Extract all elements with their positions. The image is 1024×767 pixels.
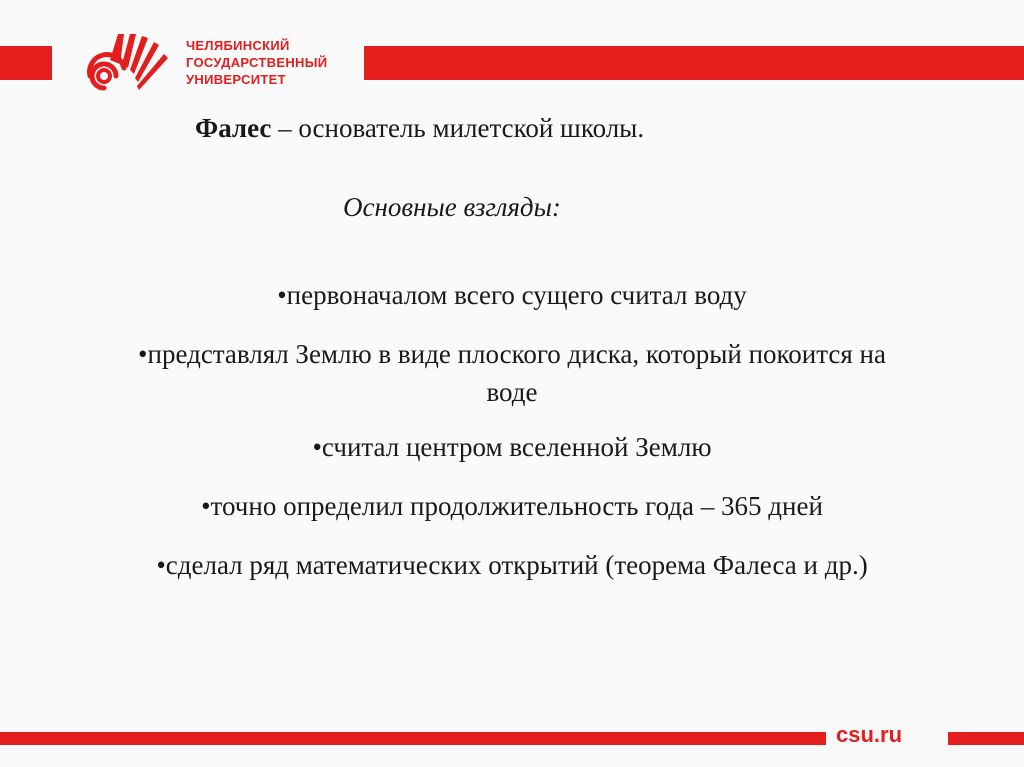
university-name <box>186 37 327 88</box>
header-bar-left <box>0 46 52 80</box>
footer-bar-right <box>948 732 1024 745</box>
slide-title <box>195 113 644 144</box>
site-link[interactable]: csu.ru <box>836 722 903 747</box>
bullet-item: •сделал ряд математических открытий (теорема Фалеса и др.) <box>156 550 868 580</box>
bullet-item: •считал центром вселенной Землю <box>312 432 712 462</box>
slide-subtitle: Основные взгляды: <box>343 192 561 222</box>
bullet-item: •точно определил продолжительность года – 365 дней <box>201 491 823 521</box>
bullet-item: •первоначалом всего сущего считал воду <box>277 280 747 310</box>
title-name: Фалес <box>195 113 272 143</box>
spiral-logo-icon <box>80 30 170 100</box>
bullet-list <box>50 276 974 605</box>
university-name-line: ЧЕЛЯБИНСКИЙ <box>186 38 290 53</box>
footer-bar-left <box>0 732 826 745</box>
header-bar-right <box>364 46 1024 80</box>
university-name-line: УНИВЕРСИТЕТ <box>186 72 286 87</box>
university-name-line: ГОСУДАРСТВЕННЫЙ <box>186 55 328 70</box>
bullet-item: •представлял Землю в виде плоского диска, который покоится на воде <box>138 339 886 407</box>
title-rest: – основатель милетской школы. <box>271 113 645 143</box>
